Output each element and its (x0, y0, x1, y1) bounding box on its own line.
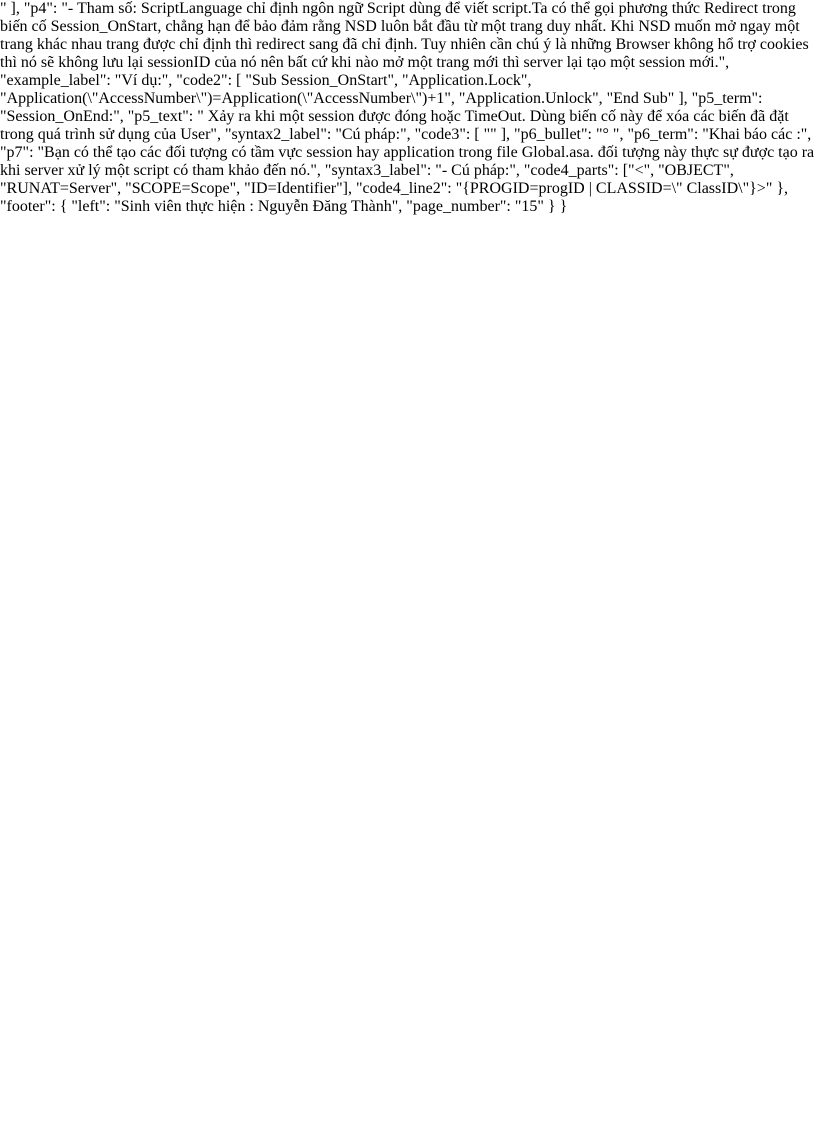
document-page (0, 126, 814, 215)
